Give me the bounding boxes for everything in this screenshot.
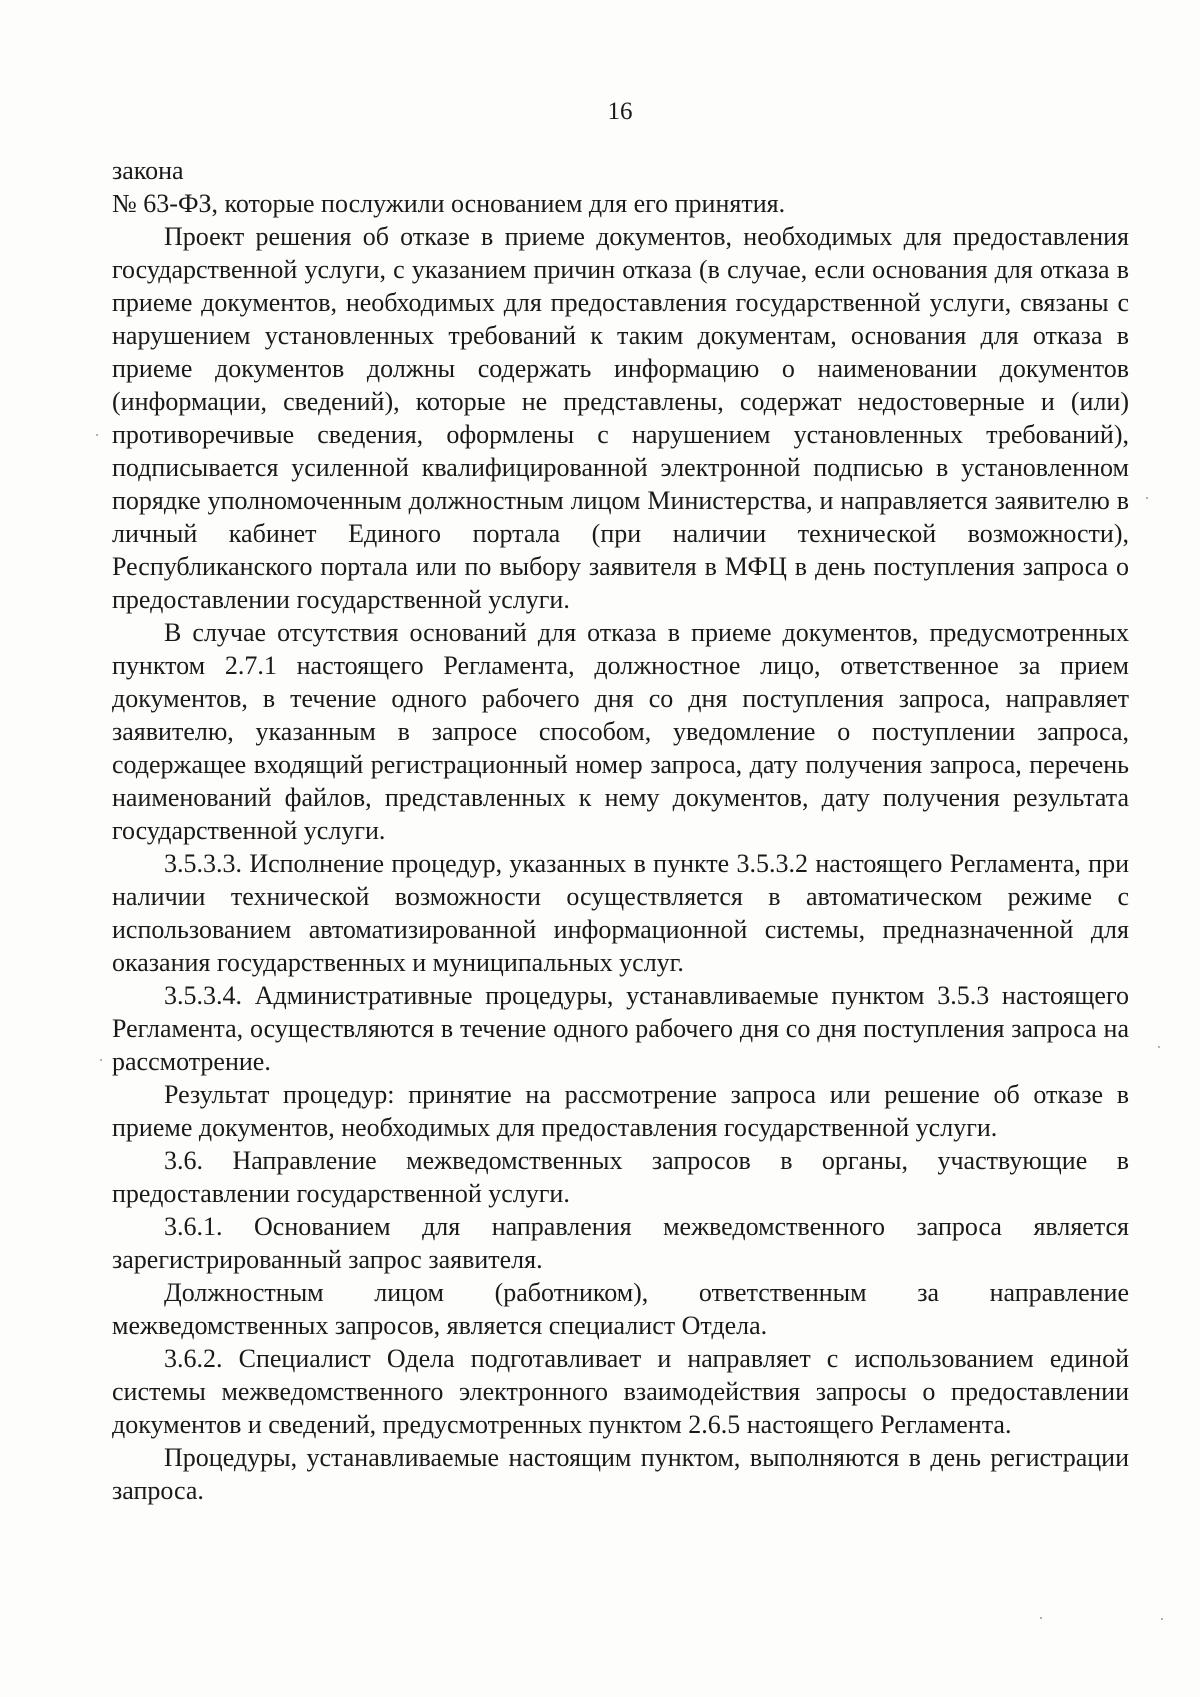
scan-speck — [1161, 1618, 1163, 1620]
paragraph-procedures-timing: Процедуры, устанавливаемые настоящим пунктом, выполняются в день регистрации запроса. — [112, 1443, 1129, 1505]
scan-speck — [96, 434, 98, 436]
paragraph-3-6: 3.6. Направление межведомственных запросов в органы, участвующие в предоставлении государственной услуги. — [112, 1146, 1129, 1208]
paragraph-refusal-decision: Проект решения об отказе в приеме документов, необходимых для предоставления государственной услуги, с указанием причин отказа (в случае, если основания для отказа в приеме документов, необходимых для предоставления государственной услуги, связаны с нарушением установленных требований к таким документам, основания для отказа в приеме документов должны содержать информацию о наименовании документов (информации, сведений), которые не представлены, содержат недостоверные и (или) противоречивые сведения, оформлены с нарушением установленных требований), подписывается усиленной квалифицированной электронной подписью в установленном порядке уполномоченным должностным лицом Министерства, и направляется заявителю в личный кабинет Единого портала (при наличии технической возможности), Республиканского портала или по выбору заявителя в МФЦ в день поступления запроса о предоставлении государственной услуги. — [112, 222, 1129, 614]
document-body — [112, 154, 1129, 1507]
paragraph-no-refusal-grounds: В случае отсутствия оснований для отказа в приеме документов, предусмотренных пунктом 2.7.1 настоящего Регламента, должностное лицо, ответственное за прием документов, в течение одного рабочего дня со дня поступления запроса, направляет заявителю, указанным в запросе способом, уведомление о поступлении запроса, содержащее входящий регистрационный номер запроса, дату получения запроса, перечень наименований файлов, представленных к нему документов, дату получения результата государственной услуги. — [112, 618, 1129, 845]
paragraph-continuation-law: закона — [112, 156, 184, 185]
paragraph-procedure-result: Результат процедур: принятие на рассмотрение запроса или решение об отказе в приеме документов, необходимых для предоставления государственной услуги. — [112, 1080, 1129, 1142]
page-number: 16 — [607, 98, 633, 125]
paragraph-3-5-3-4: 3.5.3.4. Административные процедуры, устанавливаемые пунктом 3.5.3 настоящего Регламента, осуществляются в течение одного рабочего дня со дня поступления запроса на рассмотрение. — [112, 981, 1129, 1076]
scan-speck — [1146, 497, 1148, 499]
paragraph-3-6-2: 3.6.2. Специалист Одела подготавливает и направляет с использованием единой системы межведомственного электронного взаимодействия запросы о предоставлении документов и сведений, предусмотренных пунктом 2.6.5 настоящего Регламента. — [112, 1344, 1129, 1439]
paragraph-3-6-1: 3.6.1. Основанием для направления межведомственного запроса является зарегистрированный запрос заявителя. — [112, 1212, 1129, 1274]
scan-speck — [1040, 1617, 1042, 1619]
paragraph-responsible-official: Должностным лицом (работником), ответственным за направление межведомственных запросов, является специалист Отдела. — [112, 1278, 1129, 1340]
paragraph-3-5-3-3: 3.5.3.3. Исполнение процедур, указанных в пункте 3.5.3.2 настоящего Регламента, при наличии технической возможности осуществляется в автоматическом режиме с использованием автоматизированной информационной системы, предназначенной для оказания государственных и муниципальных услуг. — [112, 849, 1129, 977]
scan-speck — [100, 1059, 102, 1061]
paragraph-law-number: № 63-ФЗ, которые послужили основанием для его принятия. — [112, 189, 786, 218]
scan-speck — [1158, 1046, 1160, 1048]
